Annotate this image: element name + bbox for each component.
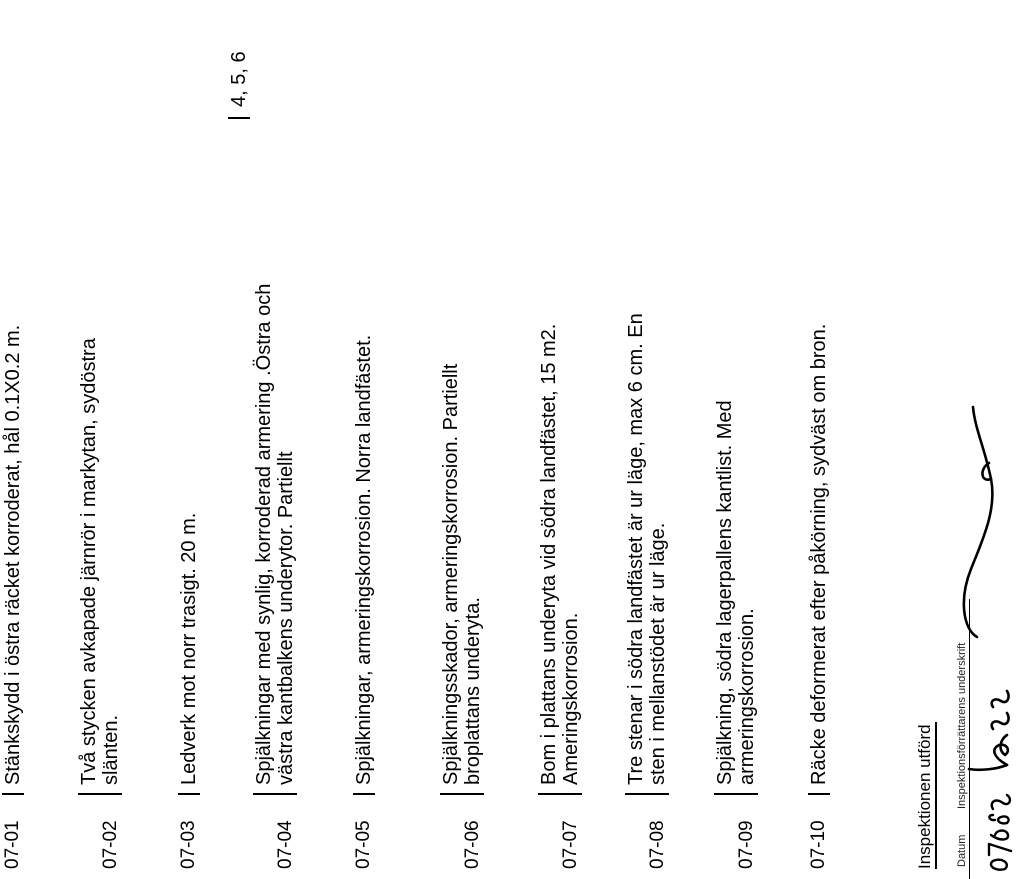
remark-text-line: Spjälkningar med synlig, korroderad armering .Östra och [253,283,275,785]
remark-text [178,165,200,795]
remark-text [714,165,758,795]
remark-text-line: Räcke deformerat efter påkörning, sydväst om bron. [808,323,830,785]
signature-label: Inspektionsförrättarens underskrift [956,642,968,809]
remark-text [353,165,375,795]
remark-text-line: Spjälkning, södra lagerpallens kantlist. Med [714,400,736,785]
inspection-performed-heading: Inspektionen utförd [915,722,937,869]
remark-text [808,165,830,795]
remark-text-line: Två stycken avkapade järnrör i markytan, sydöstra [78,338,100,785]
remark-text-line: Stänkskydd i östra räcket korroderat, hål 0.1X0.2 m. [2,324,24,785]
remark-code: 07-10 [808,820,829,869]
remark-code: 07-02 [100,820,121,869]
handwritten-date [971,785,1021,875]
remark-code: 07-04 [275,820,296,869]
inspection-footer [855,0,1024,879]
remark-text-line: broplattans underyta. [462,597,484,785]
remark-text-line: västra kantbalkens underytor. Partiellt [275,451,297,785]
remark-text-line: Ledverk mot norr trasigt. 20 m. [178,512,200,785]
remark-text [440,165,484,795]
remark-text-line: Spjälkningar, armeringskorrosion. Norra landfästet. [353,334,375,785]
remark-text-line: armeringskorrosion. [736,608,758,785]
remark-text-line: Spjälkningsskador, armeringskorrosion. Partiellt [440,363,462,785]
remark-text-line: Bom i plattans underyta vid södra landfästet, 15 m2. [538,323,560,785]
remark-code: 07-07 [560,820,581,869]
inspector-signature [949,379,1021,779]
photo-reference: 4, 5, 6 [228,51,250,119]
remark-code: 07-08 [647,820,668,869]
remark-code: 07-09 [736,820,757,869]
remark-code: 07-01 [2,820,23,869]
remark-text-line: Ameringskorrosion. [560,612,582,785]
remark-text-line: sten i mellanstödet är ur läge. [647,522,669,785]
remark-text [538,165,582,795]
remark-text [625,165,669,795]
date-label: Datum [956,834,968,867]
remark-text [78,165,122,795]
remark-code: 07-06 [462,820,483,869]
remark-text [2,165,24,795]
remark-text-line: slänten. [100,714,122,785]
remark-code: 07-05 [353,820,374,869]
remark-text-line: Tre stenar i södra landfästet är ur läge, max 6 cm. En [625,313,647,785]
remark-code: 07-03 [178,820,199,869]
remark-text [253,165,297,795]
